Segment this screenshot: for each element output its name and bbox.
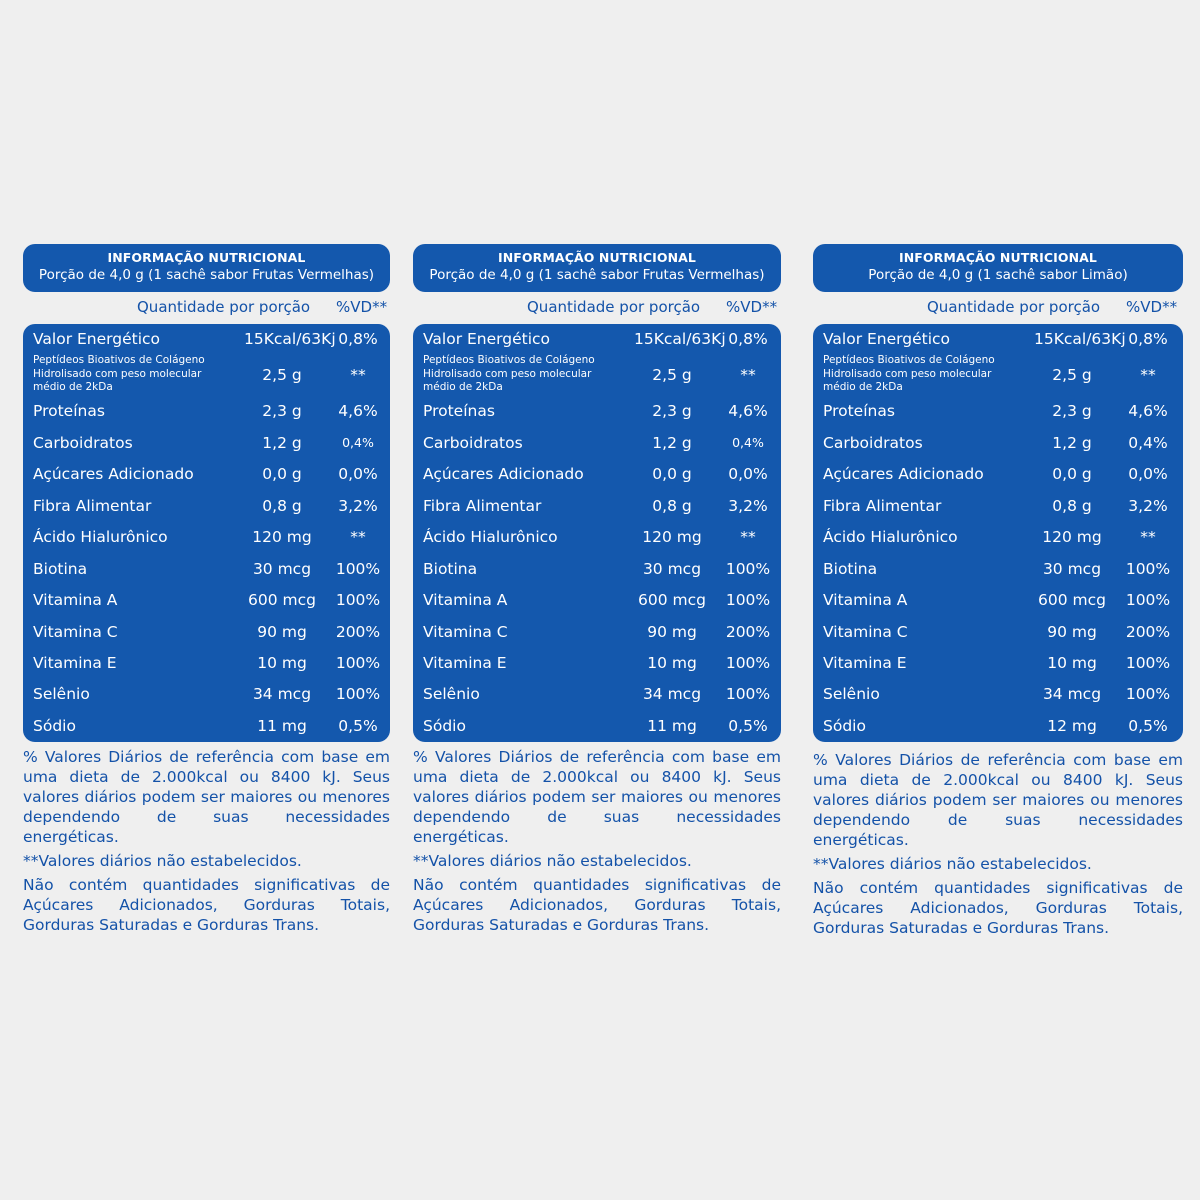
table-row <box>813 558 1183 580</box>
nutrient-daily-value: 100% <box>725 685 771 703</box>
nutrient-name: Vitamina A <box>423 591 508 609</box>
nutrient-quantity: 0,8 g <box>262 497 302 515</box>
nutrient-quantity: 11 mg <box>257 717 307 735</box>
nutrient-daily-value: 100% <box>335 591 381 609</box>
nutrient-name: Ácido Hialurônico <box>33 528 168 546</box>
nutrient-daily-value: 0,4% <box>342 435 374 450</box>
nutrient-quantity: 120 mg <box>642 528 702 546</box>
nutrient-quantity: 1,2 g <box>262 434 302 452</box>
table-row <box>413 558 781 580</box>
nutrient-name: Proteínas <box>823 402 895 420</box>
nutrient-quantity: 2,3 g <box>652 402 692 420</box>
nutrient-daily-value: 0,4% <box>1128 434 1168 452</box>
reference-note: % Valores Diários de referência com base em uma dieta de 2.000kcal ou 8400 kJ. Seus valores diários podem ser maiores ou menores dependendo de suas necessidades energéticas. <box>413 748 781 846</box>
nutrient-quantity: 600 mcg <box>248 591 316 609</box>
table-row <box>813 652 1183 674</box>
nutrient-daily-value: 0,0% <box>1128 465 1168 483</box>
not-contains-note: Não contém quantidades significativas de Açúcares Adicionados, Gorduras Totais, Gorduras Saturadas e Gorduras Trans. <box>813 879 1183 937</box>
table-row <box>23 683 390 705</box>
nutrient-quantity: 600 mcg <box>638 591 706 609</box>
nutrient-quantity: 15Kcal/63Kj <box>1034 330 1126 348</box>
nutrient-name: Sódio <box>823 717 866 735</box>
nutrient-quantity: 1,2 g <box>652 434 692 452</box>
nutrient-quantity: 2,5 g <box>262 366 302 384</box>
table-row <box>813 621 1183 643</box>
vd-column-header: %VD** <box>726 298 778 316</box>
nutrient-quantity: 11 mg <box>647 717 697 735</box>
nutrient-name: Peptídeos Bioativos de Colágeno Hidrolisado com peso molecular médio de 2kDa <box>423 354 595 393</box>
nutrient-name: Carboidratos <box>423 434 523 452</box>
nutrient-daily-value: 0,5% <box>338 717 378 735</box>
table-row <box>413 589 781 611</box>
nutrient-daily-value: 3,2% <box>338 497 378 515</box>
reference-note: % Valores Diários de referência com base em uma dieta de 2.000kcal ou 8400 kJ. Seus valores diários podem ser maiores ou menores dependendo de suas necessidades energéticas. <box>813 751 1183 849</box>
nutrient-name: Ácido Hialurônico <box>423 528 558 546</box>
nutrient-name: Selênio <box>423 685 480 703</box>
nutrient-quantity: 0,0 g <box>1052 465 1092 483</box>
nutrient-daily-value: 100% <box>1125 654 1171 672</box>
nutrient-name: Proteínas <box>423 402 495 420</box>
serving-size: Porção de 4,0 g (1 sachê sabor Frutas Vermelhas) <box>38 267 375 283</box>
nutrient-name: Selênio <box>823 685 880 703</box>
nutrient-daily-value: 4,6% <box>728 402 768 420</box>
table-row <box>23 400 390 422</box>
table-row <box>813 715 1183 737</box>
nutrient-daily-value: 100% <box>1125 560 1171 578</box>
nutrient-name: Sódio <box>33 717 76 735</box>
nutrient-quantity: 1,2 g <box>1052 434 1092 452</box>
not-contains-note: Não contém quantidades significativas de Açúcares Adicionados, Gorduras Totais, Gorduras Saturadas e Gorduras Trans. <box>413 876 781 934</box>
panel-header <box>813 244 1183 292</box>
nutrient-name: Vitamina A <box>823 591 908 609</box>
nutrient-daily-value: 0,8% <box>728 330 768 348</box>
nutrient-quantity: 10 mg <box>257 654 307 672</box>
nutrient-daily-value: 0,5% <box>728 717 768 735</box>
nutrient-daily-value: 100% <box>335 654 381 672</box>
table-row <box>813 463 1183 485</box>
nutrient-name: Carboidratos <box>33 434 133 452</box>
table-row <box>23 558 390 580</box>
nutrient-name: Peptídeos Bioativos de Colágeno Hidrolisado com peso molecular médio de 2kDa <box>33 354 205 393</box>
nutrient-quantity: 30 mcg <box>642 560 702 578</box>
nutrient-name: Biotina <box>823 560 878 578</box>
nutrient-daily-value: 4,6% <box>1128 402 1168 420</box>
table-row <box>413 432 781 454</box>
nutrient-daily-value: ** <box>740 528 756 546</box>
panel-title: INFORMAÇÃO NUTRICIONAL <box>898 250 1097 265</box>
nutrient-name: Vitamina A <box>33 591 118 609</box>
table-row <box>23 495 390 517</box>
table-row <box>413 463 781 485</box>
nutrient-quantity: 34 mcg <box>252 685 312 703</box>
reference-note: % Valores Diários de referência com base em uma dieta de 2.000kcal ou 8400 kJ. Seus valores diários podem ser maiores ou menores dependendo de suas necessidades energéticas. <box>23 748 390 846</box>
nutrient-daily-value: 200% <box>725 623 771 641</box>
table-row <box>813 432 1183 454</box>
nutrient-quantity: 12 mg <box>1047 717 1097 735</box>
nutrient-quantity: 30 mcg <box>1042 560 1102 578</box>
nutrient-daily-value: 0,4% <box>732 435 764 450</box>
nutrient-name: Vitamina E <box>823 654 907 672</box>
nutrient-daily-value: 0,0% <box>338 465 378 483</box>
nutrient-name: Proteínas <box>33 402 105 420</box>
nutrient-daily-value: ** <box>1140 366 1156 384</box>
nutrient-quantity: 2,5 g <box>1052 366 1092 384</box>
nutrient-daily-value: 0,8% <box>1128 330 1168 348</box>
table-row <box>413 328 781 350</box>
quantity-column-header: Quantidade por porção <box>527 298 701 316</box>
nutrient-quantity: 600 mcg <box>1038 591 1106 609</box>
quantity-column-header: Quantidade por porção <box>137 298 311 316</box>
nutrient-quantity: 0,0 g <box>262 465 302 483</box>
nutrient-name: Fibra Alimentar <box>423 497 542 515</box>
nutrient-daily-value: 100% <box>725 591 771 609</box>
nutrient-quantity: 120 mg <box>1042 528 1102 546</box>
table-row <box>413 652 781 674</box>
not-established-note: **Valores diários não estabelecidos. <box>23 852 302 870</box>
nutrient-daily-value: 100% <box>1125 685 1171 703</box>
nutrient-daily-value: ** <box>1140 528 1156 546</box>
table-row <box>413 495 781 517</box>
nutrition-table <box>413 324 781 742</box>
not-contains-note: Não contém quantidades significativas de Açúcares Adicionados, Gorduras Totais, Gorduras Saturadas e Gorduras Trans. <box>23 876 390 934</box>
panel-title: INFORMAÇÃO NUTRICIONAL <box>497 250 696 265</box>
nutrient-daily-value: 0,0% <box>728 465 768 483</box>
nutrient-quantity: 10 mg <box>647 654 697 672</box>
nutrient-quantity: 0,8 g <box>652 497 692 515</box>
table-row <box>813 683 1183 705</box>
nutrient-daily-value: 3,2% <box>728 497 768 515</box>
nutrient-daily-value: 100% <box>1125 591 1171 609</box>
table-row <box>813 589 1183 611</box>
nutrition-table <box>23 324 390 742</box>
nutrient-quantity: 90 mg <box>1047 623 1097 641</box>
table-row <box>813 495 1183 517</box>
vd-column-header: %VD** <box>1126 298 1178 316</box>
nutrient-quantity: 2,3 g <box>1052 402 1092 420</box>
table-row <box>23 526 390 548</box>
nutrient-quantity: 2,3 g <box>262 402 302 420</box>
nutrient-quantity: 30 mcg <box>252 560 312 578</box>
panel-header <box>413 244 781 292</box>
nutrient-name: Valor Energético <box>33 330 161 348</box>
table-row <box>23 432 390 454</box>
nutrient-daily-value: 100% <box>335 685 381 703</box>
nutrient-name: Ácido Hialurônico <box>823 528 958 546</box>
table-row <box>413 715 781 737</box>
nutrient-quantity: 15Kcal/63Kj <box>244 330 336 348</box>
table-row <box>413 683 781 705</box>
table-row <box>813 526 1183 548</box>
table-row <box>23 589 390 611</box>
nutrient-quantity: 15Kcal/63Kj <box>634 330 726 348</box>
table-row <box>813 354 1183 396</box>
nutrient-name: Vitamina E <box>33 654 117 672</box>
nutrient-daily-value: 200% <box>1125 623 1171 641</box>
nutrient-name: Carboidratos <box>823 434 923 452</box>
table-row <box>23 652 390 674</box>
nutrient-name: Vitamina E <box>423 654 507 672</box>
nutrient-name: Valor Energético <box>823 330 951 348</box>
quantity-column-header: Quantidade por porção <box>927 298 1101 316</box>
nutrient-name: Sódio <box>423 717 466 735</box>
nutrient-name: Peptídeos Bioativos de Colágeno Hidrolisado com peso molecular médio de 2kDa <box>823 354 995 393</box>
table-row <box>413 526 781 548</box>
nutrient-name: Biotina <box>33 560 88 578</box>
panel-title: INFORMAÇÃO NUTRICIONAL <box>107 250 306 265</box>
table-row <box>413 354 781 396</box>
table-row <box>413 621 781 643</box>
nutrient-daily-value: 4,6% <box>338 402 378 420</box>
table-row <box>23 328 390 350</box>
nutrient-quantity: 90 mg <box>257 623 307 641</box>
nutrient-quantity: 0,0 g <box>652 465 692 483</box>
nutrient-daily-value: 3,2% <box>1128 497 1168 515</box>
panel-header <box>23 244 390 292</box>
nutrient-quantity: 90 mg <box>647 623 697 641</box>
not-established-note: **Valores diários não estabelecidos. <box>413 852 692 870</box>
table-row <box>23 621 390 643</box>
nutrient-quantity: 0,8 g <box>1052 497 1092 515</box>
nutrient-quantity: 2,5 g <box>652 366 692 384</box>
footnotes <box>23 747 390 939</box>
nutrient-name: Selênio <box>33 685 90 703</box>
nutrient-name: Fibra Alimentar <box>823 497 942 515</box>
serving-size: Porção de 4,0 g (1 sachê sabor Frutas Vermelhas) <box>429 267 765 283</box>
footnotes <box>813 750 1183 942</box>
nutrient-quantity: 10 mg <box>1047 654 1097 672</box>
nutrient-daily-value: 200% <box>335 623 381 641</box>
nutrient-daily-value: 100% <box>725 560 771 578</box>
nutrient-daily-value: ** <box>350 528 366 546</box>
vd-column-header: %VD** <box>336 298 388 316</box>
nutrient-daily-value: 0,8% <box>338 330 378 348</box>
nutrient-quantity: 120 mg <box>252 528 312 546</box>
nutrient-name: Açúcares Adicionado <box>823 465 984 483</box>
table-row <box>413 400 781 422</box>
nutrient-name: Açúcares Adicionado <box>33 465 194 483</box>
table-row <box>23 715 390 737</box>
table-row <box>813 400 1183 422</box>
nutrient-name: Fibra Alimentar <box>33 497 152 515</box>
nutrient-daily-value: 100% <box>725 654 771 672</box>
table-row <box>813 328 1183 350</box>
nutrient-daily-value: ** <box>740 366 756 384</box>
serving-size: Porção de 4,0 g (1 sachê sabor Limão) <box>868 267 1128 283</box>
nutrient-daily-value: 100% <box>335 560 381 578</box>
footnotes <box>413 747 781 939</box>
nutrient-name: Vitamina C <box>423 623 508 641</box>
nutrient-name: Açúcares Adicionado <box>423 465 584 483</box>
nutrient-quantity: 34 mcg <box>642 685 702 703</box>
nutrient-name: Vitamina C <box>823 623 908 641</box>
nutrient-name: Vitamina C <box>33 623 118 641</box>
nutrient-name: Valor Energético <box>423 330 551 348</box>
nutrient-daily-value: 0,5% <box>1128 717 1168 735</box>
table-row <box>23 463 390 485</box>
nutrient-daily-value: ** <box>350 366 366 384</box>
nutrient-quantity: 34 mcg <box>1042 685 1102 703</box>
nutrition-table <box>813 324 1183 742</box>
not-established-note: **Valores diários não estabelecidos. <box>813 855 1092 873</box>
nutrient-name: Biotina <box>423 560 478 578</box>
table-row <box>23 354 390 396</box>
